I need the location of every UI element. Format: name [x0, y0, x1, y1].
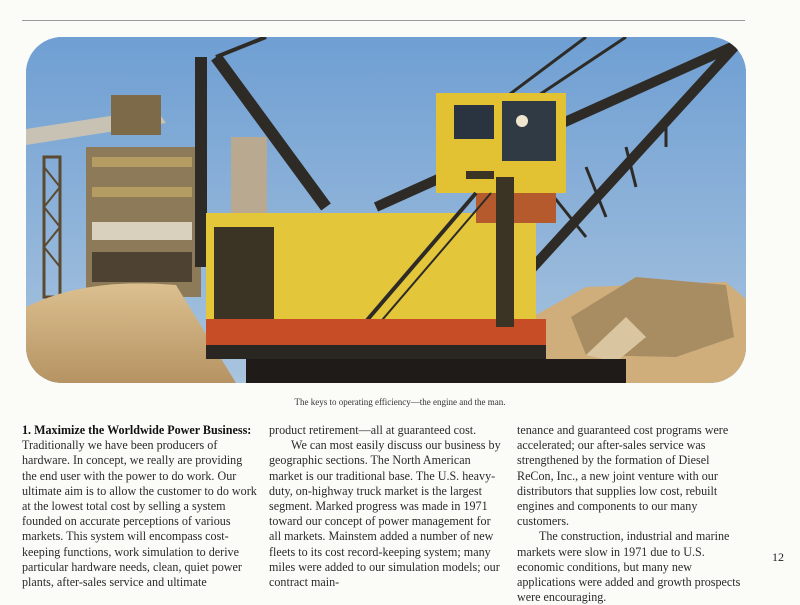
text-column-1 [22, 423, 258, 590]
column-1-text: Traditionally we have been producers of hardware. In concept, we really are providing the end user with the power to do work. Our ultimate aim is to allow the customer to do work at the lowest total cost by selling a system founded on accurate perceptions of various markets. This system will encompass cost-keeping functions, work simulation to derive particular hardware needs, clean, quiet power plants, after-sales service and ultimate [22, 438, 257, 590]
top-rule [22, 20, 745, 21]
column-3-paragraph-1: tenance and guaranteed cost programs were accelerated; our after-sales service was strengthened by the formation of Diesel ReCon, Inc., a new joint venture with our distributors that supplies low cost, rebuilt engines and components to our many customers. [517, 423, 729, 529]
page-number: 12 [772, 550, 784, 564]
column-3-paragraph-2: The construction, industrial and marine markets were slow in 1971 due to U.S. economic conditions, but many new applications were added and growth prospects were encouraging. [517, 529, 741, 605]
column-2-paragraph-2: We can most easily discuss our business by geographic sections. The North American market is our traditional base. The U.S. heavy-duty, on-highway truck market is the largest segment. Marked progress was made in 1971 toward our concept of power management for all markets. Mainstem added a number of new fleets to its cost record-keeping system; many miles were added to our simulation models; our contract main- [269, 438, 501, 590]
text-column-3 [517, 423, 747, 605]
photo-caption: The keys to operating efficiency—the engine and the man. [294, 397, 506, 407]
crane-photo [26, 37, 746, 383]
text-column-2 [269, 423, 502, 590]
section-heading: 1. Maximize the Worldwide Power Business: [22, 423, 252, 437]
column-2-paragraph-1: product retirement—all at guaranteed cost. [269, 423, 477, 437]
